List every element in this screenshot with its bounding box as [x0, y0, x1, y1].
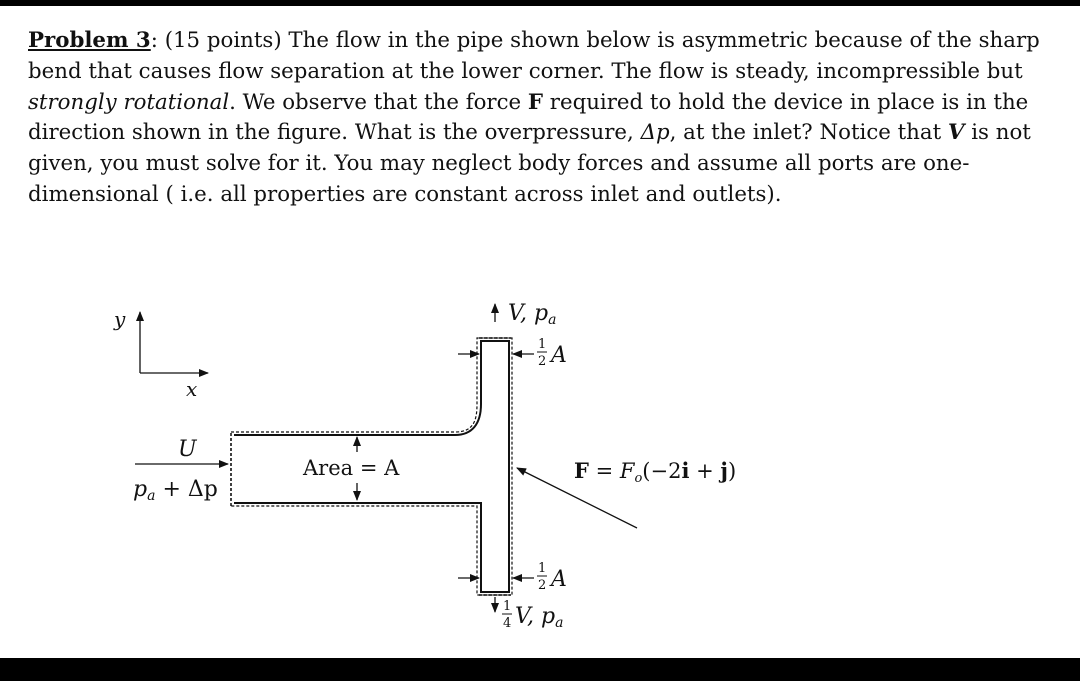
inlet-pressure-label	[133, 477, 218, 504]
force-annotation	[517, 458, 736, 528]
bottom-pressure-subscript: a	[555, 615, 564, 631]
y-axis-label: y	[114, 307, 126, 331]
velocity-symbol: V	[947, 120, 965, 146]
x-axis-label: x	[186, 377, 198, 401]
top-velocity-label	[508, 301, 556, 328]
top-area-half-den: 2	[538, 354, 547, 369]
top-pressure-subscript: a	[548, 312, 557, 328]
bottom-outlet-annotations	[458, 561, 567, 631]
bottom-area-half-num: 1	[538, 561, 547, 576]
bottom-area-half-den: 2	[538, 578, 547, 593]
top-velocity-text: V, p	[508, 301, 549, 326]
area-label: Area = A	[303, 456, 400, 480]
top-area-label: A	[551, 343, 567, 368]
bottom-velocity-quarter-num: 1	[503, 599, 512, 614]
inlet-annotations	[133, 437, 228, 504]
inlet-overpressure-term: + Δp	[155, 477, 218, 502]
bottom-border	[0, 658, 1080, 681]
problem-statement	[28, 26, 1048, 211]
bottom-velocity-label	[515, 604, 563, 631]
force-unit-i: i	[681, 458, 690, 483]
force-magnitude: F	[619, 459, 635, 483]
top-area-half-num: 1	[538, 337, 547, 352]
force-direction-open: (−2	[642, 459, 682, 483]
inlet-pressure-subscript: a	[147, 488, 156, 504]
bottom-velocity-quarter-den: 4	[503, 616, 512, 631]
bottom-area-label: A	[551, 567, 567, 592]
force-equation	[574, 458, 736, 486]
coordinate-axes	[113, 307, 208, 401]
force-unit-j: j	[720, 458, 728, 483]
problem-text-part-5: is not given, you must solve for it. You may neglect body forces and assume all ports are one-dimensional ( i.e. all properties are constant across inlet and outlets).	[28, 120, 1031, 207]
area-annotation	[302, 437, 400, 500]
inlet-pressure-symbol: p	[133, 477, 148, 502]
problem-text-part-4: , at the inlet? Notice that	[669, 120, 948, 146]
force-magnitude-subscript: o	[634, 471, 643, 486]
overpressure-symbol: Δp	[640, 120, 670, 146]
force-equals: =	[588, 459, 620, 483]
problem-text-part-3: required to hold the device in place is in the direction shown in the figure. What is the overpressure,	[28, 89, 1029, 146]
inlet-velocity-label: U	[178, 437, 197, 462]
problem-text-part-1: (15 points) The flow in the pipe shown below is asymmetric because of the sharp bend that causes flow separation at the lower corner. The flow is steady, incompressible but	[28, 28, 1040, 84]
pipe-diagram	[0, 280, 1080, 658]
problem-colon: :	[150, 28, 165, 53]
document-page	[0, 6, 1080, 658]
force-plus: +	[689, 459, 721, 483]
force-symbol: F	[527, 89, 544, 115]
force-direction-close: )	[727, 459, 737, 483]
force-vector-symbol: F	[574, 458, 589, 483]
bottom-velocity-text: V, p	[515, 604, 556, 629]
problem-emphasis: strongly rotational	[28, 89, 230, 115]
problem-label: Problem 3	[28, 28, 151, 53]
problem-text-part-2: . We observe that the force	[229, 89, 528, 115]
